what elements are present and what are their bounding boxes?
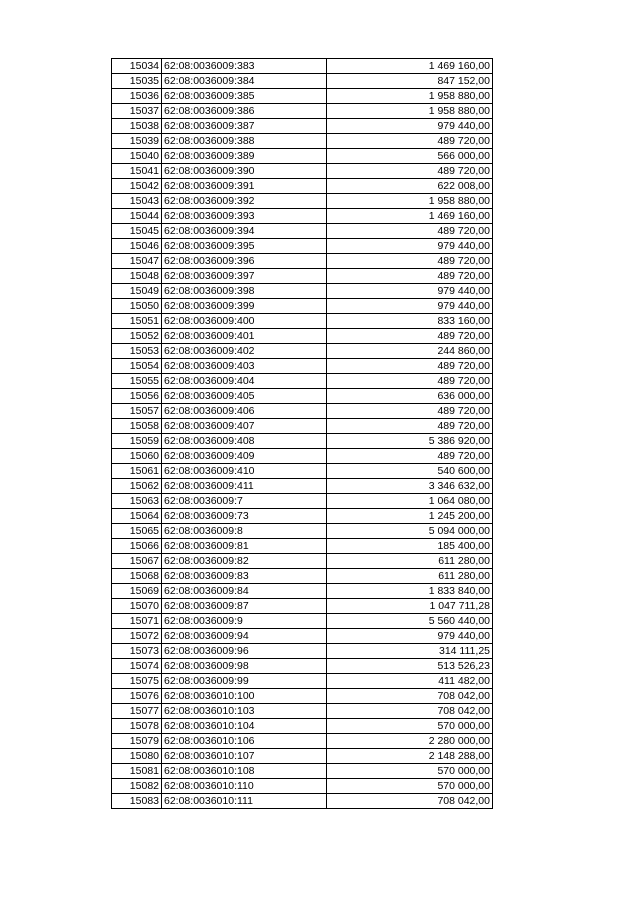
table-row bbox=[112, 389, 493, 404]
amount-cell: 540 600,00 bbox=[327, 464, 493, 479]
amount-cell: 5 094 000,00 bbox=[327, 524, 493, 539]
table-row bbox=[112, 149, 493, 164]
table-row bbox=[112, 119, 493, 134]
table-row bbox=[112, 449, 493, 464]
amount-cell: 2 280 000,00 bbox=[327, 734, 493, 749]
amount-cell: 979 440,00 bbox=[327, 119, 493, 134]
table-row bbox=[112, 299, 493, 314]
amount-cell: 622 008,00 bbox=[327, 179, 493, 194]
row-number-cell: 15050 bbox=[112, 299, 162, 314]
row-number-cell: 15052 bbox=[112, 329, 162, 344]
row-number-cell: 15051 bbox=[112, 314, 162, 329]
cadastral-number-cell: 62:08:0036009:407 bbox=[162, 419, 327, 434]
cadastral-number-cell: 62:08:0036009:82 bbox=[162, 554, 327, 569]
row-number-cell: 15065 bbox=[112, 524, 162, 539]
row-number-cell: 15079 bbox=[112, 734, 162, 749]
cadastral-number-cell: 62:08:0036010:103 bbox=[162, 704, 327, 719]
cadastral-number-cell: 62:08:0036009:399 bbox=[162, 299, 327, 314]
amount-cell: 979 440,00 bbox=[327, 299, 493, 314]
amount-cell: 979 440,00 bbox=[327, 284, 493, 299]
amount-cell: 611 280,00 bbox=[327, 554, 493, 569]
row-number-cell: 15044 bbox=[112, 209, 162, 224]
row-number-cell: 15082 bbox=[112, 779, 162, 794]
table-row bbox=[112, 284, 493, 299]
table-row bbox=[112, 779, 493, 794]
row-number-cell: 15062 bbox=[112, 479, 162, 494]
table-row bbox=[112, 374, 493, 389]
cadastral-number-cell: 62:08:0036009:84 bbox=[162, 584, 327, 599]
row-number-cell: 15058 bbox=[112, 419, 162, 434]
table-row bbox=[112, 794, 493, 809]
row-number-cell: 15061 bbox=[112, 464, 162, 479]
cadastral-number-cell: 62:08:0036009:390 bbox=[162, 164, 327, 179]
amount-cell: 489 720,00 bbox=[327, 224, 493, 239]
cadastral-number-cell: 62:08:0036009:386 bbox=[162, 104, 327, 119]
cadastral-number-cell: 62:08:0036009:392 bbox=[162, 194, 327, 209]
amount-cell: 5 386 920,00 bbox=[327, 434, 493, 449]
amount-cell: 1 469 160,00 bbox=[327, 209, 493, 224]
cadastral-number-cell: 62:08:0036009:99 bbox=[162, 674, 327, 689]
row-number-cell: 15075 bbox=[112, 674, 162, 689]
table-row bbox=[112, 749, 493, 764]
amount-cell: 1 469 160,00 bbox=[327, 59, 493, 74]
table-row bbox=[112, 359, 493, 374]
table-row bbox=[112, 629, 493, 644]
row-number-cell: 15057 bbox=[112, 404, 162, 419]
cadastral-number-cell: 62:08:0036009:387 bbox=[162, 119, 327, 134]
row-number-cell: 15064 bbox=[112, 509, 162, 524]
table-row bbox=[112, 734, 493, 749]
cadastral-number-cell: 62:08:0036010:100 bbox=[162, 689, 327, 704]
table-row bbox=[112, 659, 493, 674]
row-number-cell: 15077 bbox=[112, 704, 162, 719]
cadastral-number-cell: 62:08:0036009:389 bbox=[162, 149, 327, 164]
table-row bbox=[112, 134, 493, 149]
amount-cell: 708 042,00 bbox=[327, 794, 493, 809]
amount-cell: 1 245 200,00 bbox=[327, 509, 493, 524]
row-number-cell: 15041 bbox=[112, 164, 162, 179]
cadastral-number-cell: 62:08:0036009:400 bbox=[162, 314, 327, 329]
cadastral-number-cell: 62:08:0036009:7 bbox=[162, 494, 327, 509]
row-number-cell: 15071 bbox=[112, 614, 162, 629]
cadastral-number-cell: 62:08:0036009:391 bbox=[162, 179, 327, 194]
amount-cell: 489 720,00 bbox=[327, 449, 493, 464]
amount-cell: 570 000,00 bbox=[327, 719, 493, 734]
amount-cell: 489 720,00 bbox=[327, 164, 493, 179]
table-row bbox=[112, 434, 493, 449]
row-number-cell: 15070 bbox=[112, 599, 162, 614]
row-number-cell: 15040 bbox=[112, 149, 162, 164]
cadastral-number-cell: 62:08:0036009:396 bbox=[162, 254, 327, 269]
amount-cell: 566 000,00 bbox=[327, 149, 493, 164]
cadastral-number-cell: 62:08:0036009:385 bbox=[162, 89, 327, 104]
amount-cell: 708 042,00 bbox=[327, 704, 493, 719]
table-row bbox=[112, 464, 493, 479]
table-row bbox=[112, 764, 493, 779]
row-number-cell: 15060 bbox=[112, 449, 162, 464]
amount-cell: 1 833 840,00 bbox=[327, 584, 493, 599]
amount-cell: 185 400,00 bbox=[327, 539, 493, 554]
row-number-cell: 15049 bbox=[112, 284, 162, 299]
cadastral-number-cell: 62:08:0036009:83 bbox=[162, 569, 327, 584]
row-number-cell: 15055 bbox=[112, 374, 162, 389]
amount-cell: 489 720,00 bbox=[327, 254, 493, 269]
cadastral-number-cell: 62:08:0036009:394 bbox=[162, 224, 327, 239]
table-row bbox=[112, 689, 493, 704]
amount-cell: 3 346 632,00 bbox=[327, 479, 493, 494]
row-number-cell: 15081 bbox=[112, 764, 162, 779]
cadastral-number-cell: 62:08:0036009:393 bbox=[162, 209, 327, 224]
row-number-cell: 15037 bbox=[112, 104, 162, 119]
row-number-cell: 15072 bbox=[112, 629, 162, 644]
row-number-cell: 15034 bbox=[112, 59, 162, 74]
row-number-cell: 15054 bbox=[112, 359, 162, 374]
table-row bbox=[112, 569, 493, 584]
amount-cell: 847 152,00 bbox=[327, 74, 493, 89]
table-row bbox=[112, 329, 493, 344]
amount-cell: 489 720,00 bbox=[327, 134, 493, 149]
row-number-cell: 15066 bbox=[112, 539, 162, 554]
amount-cell: 314 111,25 bbox=[327, 644, 493, 659]
cadastral-number-cell: 62:08:0036009:383 bbox=[162, 59, 327, 74]
row-number-cell: 15038 bbox=[112, 119, 162, 134]
cadastral-number-cell: 62:08:0036009:384 bbox=[162, 74, 327, 89]
amount-cell: 708 042,00 bbox=[327, 689, 493, 704]
table-row bbox=[112, 254, 493, 269]
table-row bbox=[112, 554, 493, 569]
cadastral-number-cell: 62:08:0036009:395 bbox=[162, 239, 327, 254]
cadastral-number-cell: 62:08:0036009:98 bbox=[162, 659, 327, 674]
amount-cell: 611 280,00 bbox=[327, 569, 493, 584]
cadastral-number-cell: 62:08:0036009:388 bbox=[162, 134, 327, 149]
row-number-cell: 15078 bbox=[112, 719, 162, 734]
row-number-cell: 15074 bbox=[112, 659, 162, 674]
cadastral-number-cell: 62:08:0036009:397 bbox=[162, 269, 327, 284]
table-row bbox=[112, 239, 493, 254]
cadastral-number-cell: 62:08:0036009:402 bbox=[162, 344, 327, 359]
amount-cell: 489 720,00 bbox=[327, 269, 493, 284]
cadastral-number-cell: 62:08:0036009:408 bbox=[162, 434, 327, 449]
table-row bbox=[112, 494, 493, 509]
amount-cell: 489 720,00 bbox=[327, 404, 493, 419]
table-row bbox=[112, 404, 493, 419]
row-number-cell: 15048 bbox=[112, 269, 162, 284]
cadastral-number-cell: 62:08:0036009:405 bbox=[162, 389, 327, 404]
amount-cell: 1 064 080,00 bbox=[327, 494, 493, 509]
amount-cell: 1 047 711,28 bbox=[327, 599, 493, 614]
table-row bbox=[112, 509, 493, 524]
cadastral-number-cell: 62:08:0036009:403 bbox=[162, 359, 327, 374]
amount-cell: 636 000,00 bbox=[327, 389, 493, 404]
row-number-cell: 15080 bbox=[112, 749, 162, 764]
amount-cell: 979 440,00 bbox=[327, 239, 493, 254]
cadastral-number-cell: 62:08:0036010:104 bbox=[162, 719, 327, 734]
row-number-cell: 15063 bbox=[112, 494, 162, 509]
cadastral-number-cell: 62:08:0036009:398 bbox=[162, 284, 327, 299]
row-number-cell: 15042 bbox=[112, 179, 162, 194]
table-row bbox=[112, 269, 493, 284]
row-number-cell: 15036 bbox=[112, 89, 162, 104]
row-number-cell: 15083 bbox=[112, 794, 162, 809]
table-row bbox=[112, 599, 493, 614]
cadastral-number-cell: 62:08:0036009:411 bbox=[162, 479, 327, 494]
cadastral-number-cell: 62:08:0036009:406 bbox=[162, 404, 327, 419]
table-body bbox=[112, 59, 493, 809]
row-number-cell: 15073 bbox=[112, 644, 162, 659]
amount-cell: 1 958 880,00 bbox=[327, 89, 493, 104]
table-row bbox=[112, 344, 493, 359]
cadastral-number-cell: 62:08:0036010:107 bbox=[162, 749, 327, 764]
table-row bbox=[112, 209, 493, 224]
cadastral-number-cell: 62:08:0036009:410 bbox=[162, 464, 327, 479]
table-row bbox=[112, 614, 493, 629]
amount-cell: 570 000,00 bbox=[327, 779, 493, 794]
amount-cell: 244 860,00 bbox=[327, 344, 493, 359]
table-row bbox=[112, 164, 493, 179]
row-number-cell: 15053 bbox=[112, 344, 162, 359]
cadastral-number-cell: 62:08:0036009:401 bbox=[162, 329, 327, 344]
cadastral-number-cell: 62:08:0036010:110 bbox=[162, 779, 327, 794]
cadastral-number-cell: 62:08:0036010:106 bbox=[162, 734, 327, 749]
table-row bbox=[112, 479, 493, 494]
amount-cell: 833 160,00 bbox=[327, 314, 493, 329]
table-row bbox=[112, 59, 493, 74]
amount-cell: 489 720,00 bbox=[327, 359, 493, 374]
table-row bbox=[112, 194, 493, 209]
amount-cell: 513 526,23 bbox=[327, 659, 493, 674]
cadastral-number-cell: 62:08:0036009:81 bbox=[162, 539, 327, 554]
table-row bbox=[112, 644, 493, 659]
table-row bbox=[112, 524, 493, 539]
amount-cell: 1 958 880,00 bbox=[327, 194, 493, 209]
cadastral-number-cell: 62:08:0036009:73 bbox=[162, 509, 327, 524]
row-number-cell: 15068 bbox=[112, 569, 162, 584]
amount-cell: 1 958 880,00 bbox=[327, 104, 493, 119]
table-row bbox=[112, 104, 493, 119]
amount-cell: 489 720,00 bbox=[327, 374, 493, 389]
cadastral-number-cell: 62:08:0036010:108 bbox=[162, 764, 327, 779]
cadastral-value-table bbox=[111, 58, 493, 809]
row-number-cell: 15045 bbox=[112, 224, 162, 239]
cadastral-number-cell: 62:08:0036009:404 bbox=[162, 374, 327, 389]
amount-cell: 489 720,00 bbox=[327, 329, 493, 344]
amount-cell: 489 720,00 bbox=[327, 419, 493, 434]
row-number-cell: 15067 bbox=[112, 554, 162, 569]
table-row bbox=[112, 89, 493, 104]
table-row bbox=[112, 224, 493, 239]
table-row bbox=[112, 314, 493, 329]
row-number-cell: 15046 bbox=[112, 239, 162, 254]
table-row bbox=[112, 674, 493, 689]
row-number-cell: 15059 bbox=[112, 434, 162, 449]
row-number-cell: 15076 bbox=[112, 689, 162, 704]
cadastral-number-cell: 62:08:0036009:8 bbox=[162, 524, 327, 539]
amount-cell: 2 148 288,00 bbox=[327, 749, 493, 764]
row-number-cell: 15043 bbox=[112, 194, 162, 209]
table-row bbox=[112, 719, 493, 734]
cadastral-number-cell: 62:08:0036009:96 bbox=[162, 644, 327, 659]
row-number-cell: 15035 bbox=[112, 74, 162, 89]
table-row bbox=[112, 539, 493, 554]
table-row bbox=[112, 179, 493, 194]
table-row bbox=[112, 584, 493, 599]
cadastral-number-cell: 62:08:0036009:87 bbox=[162, 599, 327, 614]
row-number-cell: 15056 bbox=[112, 389, 162, 404]
amount-cell: 5 560 440,00 bbox=[327, 614, 493, 629]
amount-cell: 411 482,00 bbox=[327, 674, 493, 689]
cadastral-number-cell: 62:08:0036009:9 bbox=[162, 614, 327, 629]
row-number-cell: 15047 bbox=[112, 254, 162, 269]
table-row bbox=[112, 704, 493, 719]
table-row bbox=[112, 74, 493, 89]
cadastral-number-cell: 62:08:0036010:111 bbox=[162, 794, 327, 809]
cadastral-number-cell: 62:08:0036009:94 bbox=[162, 629, 327, 644]
row-number-cell: 15069 bbox=[112, 584, 162, 599]
cadastral-number-cell: 62:08:0036009:409 bbox=[162, 449, 327, 464]
amount-cell: 570 000,00 bbox=[327, 764, 493, 779]
table-row bbox=[112, 419, 493, 434]
amount-cell: 979 440,00 bbox=[327, 629, 493, 644]
row-number-cell: 15039 bbox=[112, 134, 162, 149]
